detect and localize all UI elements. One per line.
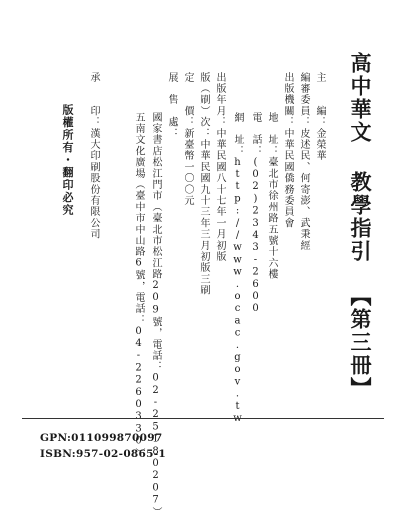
sales-place-2: 五南文化廣場（臺中市中山路6號，電話：04-2260330） xyxy=(133,112,144,459)
website-line: 網 址：http://www.ocac.gov.tw xyxy=(232,112,243,426)
volume-label: 【第三冊】 xyxy=(348,285,373,400)
isbn-code: ISBN:957-02-0865-1 xyxy=(40,448,167,460)
sales-label: 展 售 處： xyxy=(166,72,177,140)
editorial-committee-line: 編審委員：皮述民、何寄澎、武秉經 xyxy=(298,72,309,252)
edition-line: 版（刷）次：中華民國九十三年三月初版三刷 xyxy=(198,72,209,296)
publisher-line: 出版機關：中華民國僑務委員會 xyxy=(282,72,293,229)
address-line: 地 址：臺北市徐州路五號十六樓 xyxy=(266,112,277,280)
sales-place-1: 國家書店松江門市（臺北市松江路209號，電話：02-25180207） xyxy=(150,112,161,518)
printer-line: 承 印：漢大印刷股份有限公司 xyxy=(88,72,99,240)
publish-date-line: 出版年月：中華民國八十七年一月初版 xyxy=(214,72,225,263)
gpn-code: GPN:011099870097 xyxy=(40,432,163,444)
book-title: 高中華文 教學指引 xyxy=(348,52,373,263)
price-line: 定 價：新臺幣一〇〇元 xyxy=(182,72,193,207)
editor-line: 主 編：金榮華 xyxy=(314,72,325,162)
phone-line: 電 話：(02)2343-2600 xyxy=(250,112,261,316)
divider xyxy=(22,418,384,419)
copyright-line: 版權所有・翻印必究 xyxy=(61,104,74,217)
